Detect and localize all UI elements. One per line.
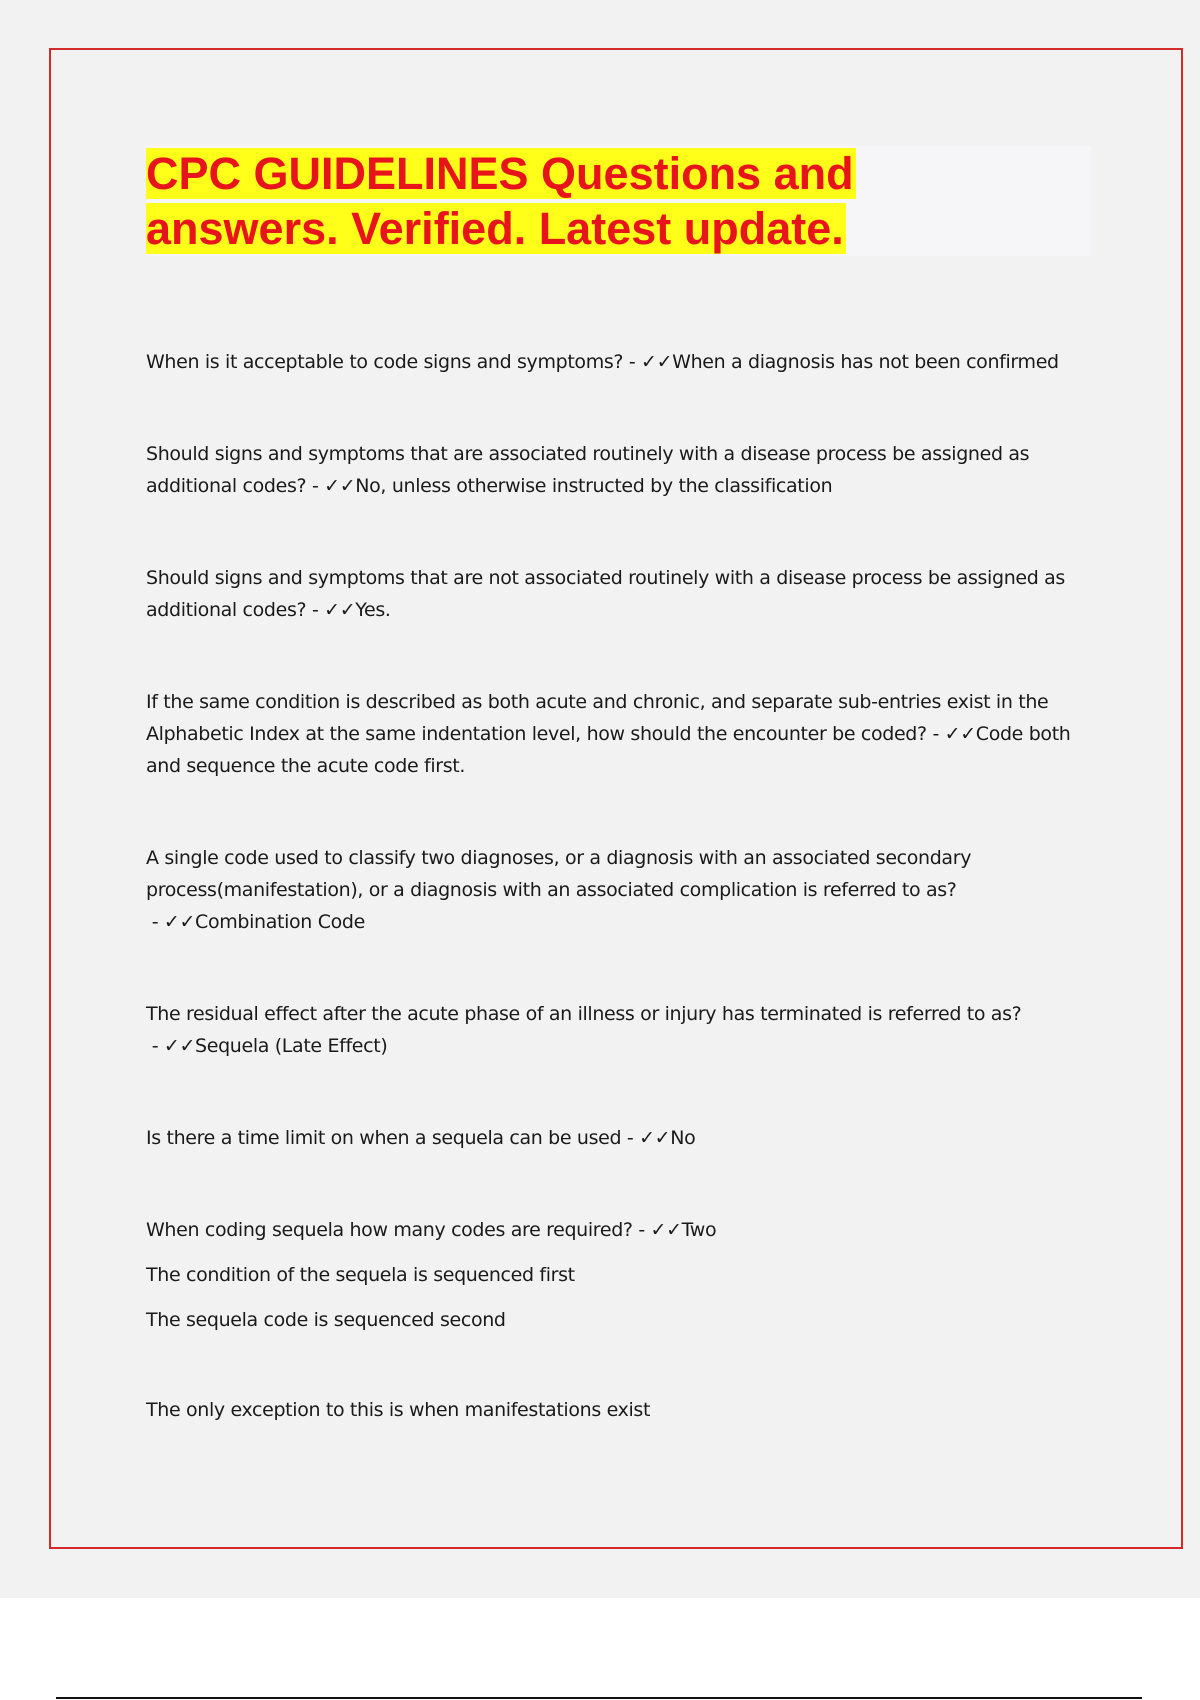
checkmark-separator: - ✓✓ bbox=[632, 1219, 682, 1241]
answer-line-3: The only exception to this is when manifestations exist bbox=[146, 1399, 651, 1421]
question-text: Should signs and symptoms that are not associated routinely with a disease process be assigned as additional codes? bbox=[146, 567, 1065, 621]
title-line-2: answers. Verified. Latest update. bbox=[146, 203, 844, 254]
answer-line-1: The condition of the sequela is sequenced first bbox=[146, 1264, 575, 1286]
answer-text: Two bbox=[681, 1219, 717, 1241]
qa-content bbox=[146, 346, 1086, 1439]
qa-item-6 bbox=[146, 998, 1086, 1062]
qa-item-1 bbox=[146, 346, 1086, 378]
title-block bbox=[146, 146, 1091, 256]
question-text: When is it acceptable to code signs and symptoms? bbox=[146, 351, 624, 373]
checkmark-separator: - ✓✓ bbox=[621, 1127, 671, 1149]
answer-text: Sequela (Late Effect) bbox=[195, 1035, 388, 1057]
qa-item-4 bbox=[146, 686, 1086, 782]
qa-item-2 bbox=[146, 438, 1086, 502]
document-title bbox=[146, 146, 1091, 256]
checkmark-separator: - ✓✓ bbox=[926, 723, 976, 745]
qa-item-3 bbox=[146, 562, 1086, 626]
answer-text: Code both and sequence the acute code first. bbox=[146, 723, 1071, 777]
checkmark-separator: - ✓✓ bbox=[306, 599, 356, 621]
qa-item-5 bbox=[146, 842, 1086, 938]
question-text: A single code used to classify two diagnoses, or a diagnosis with an associated secondary process(manifestation), or a diagnosis with an associated complication is referred to as? bbox=[146, 847, 972, 901]
question-text: When coding sequela how many codes are required? bbox=[146, 1219, 633, 1241]
checkmark-separator: - ✓✓ bbox=[146, 1035, 196, 1057]
answer-text: No, unless otherwise instructed by the classification bbox=[355, 475, 833, 497]
question-text: Should signs and symptoms that are associated routinely with a disease process be assigned as additional codes? bbox=[146, 443, 1030, 497]
answer-text: When a diagnosis has not been confirmed bbox=[672, 351, 1059, 373]
footer-rule bbox=[56, 1697, 1142, 1699]
question-text: If the same condition is described as both acute and chronic, and separate sub-entries exist in the Alphabetic Index at the same indentation level, how should the encounter be coded? bbox=[146, 691, 1049, 745]
checkmark-separator: - ✓✓ bbox=[146, 911, 196, 933]
answer-text: No bbox=[670, 1127, 696, 1149]
qa-item-7 bbox=[146, 1122, 1086, 1154]
qa-item-8 bbox=[146, 1214, 1086, 1246]
answer-text: Yes. bbox=[355, 599, 391, 621]
answer-line-2: The sequela code is sequenced second bbox=[146, 1309, 506, 1331]
question-text: Is there a time limit on when a sequela can be used bbox=[146, 1127, 622, 1149]
answer-text: Combination Code bbox=[195, 911, 365, 933]
checkmark-separator: - ✓✓ bbox=[306, 475, 356, 497]
question-text: The residual effect after the acute phase of an illness or injury has terminated is referred to as? bbox=[146, 1003, 1022, 1025]
checkmark-separator: - ✓✓ bbox=[623, 351, 673, 373]
title-line-1: CPC GUIDELINES Questions and bbox=[146, 148, 854, 199]
